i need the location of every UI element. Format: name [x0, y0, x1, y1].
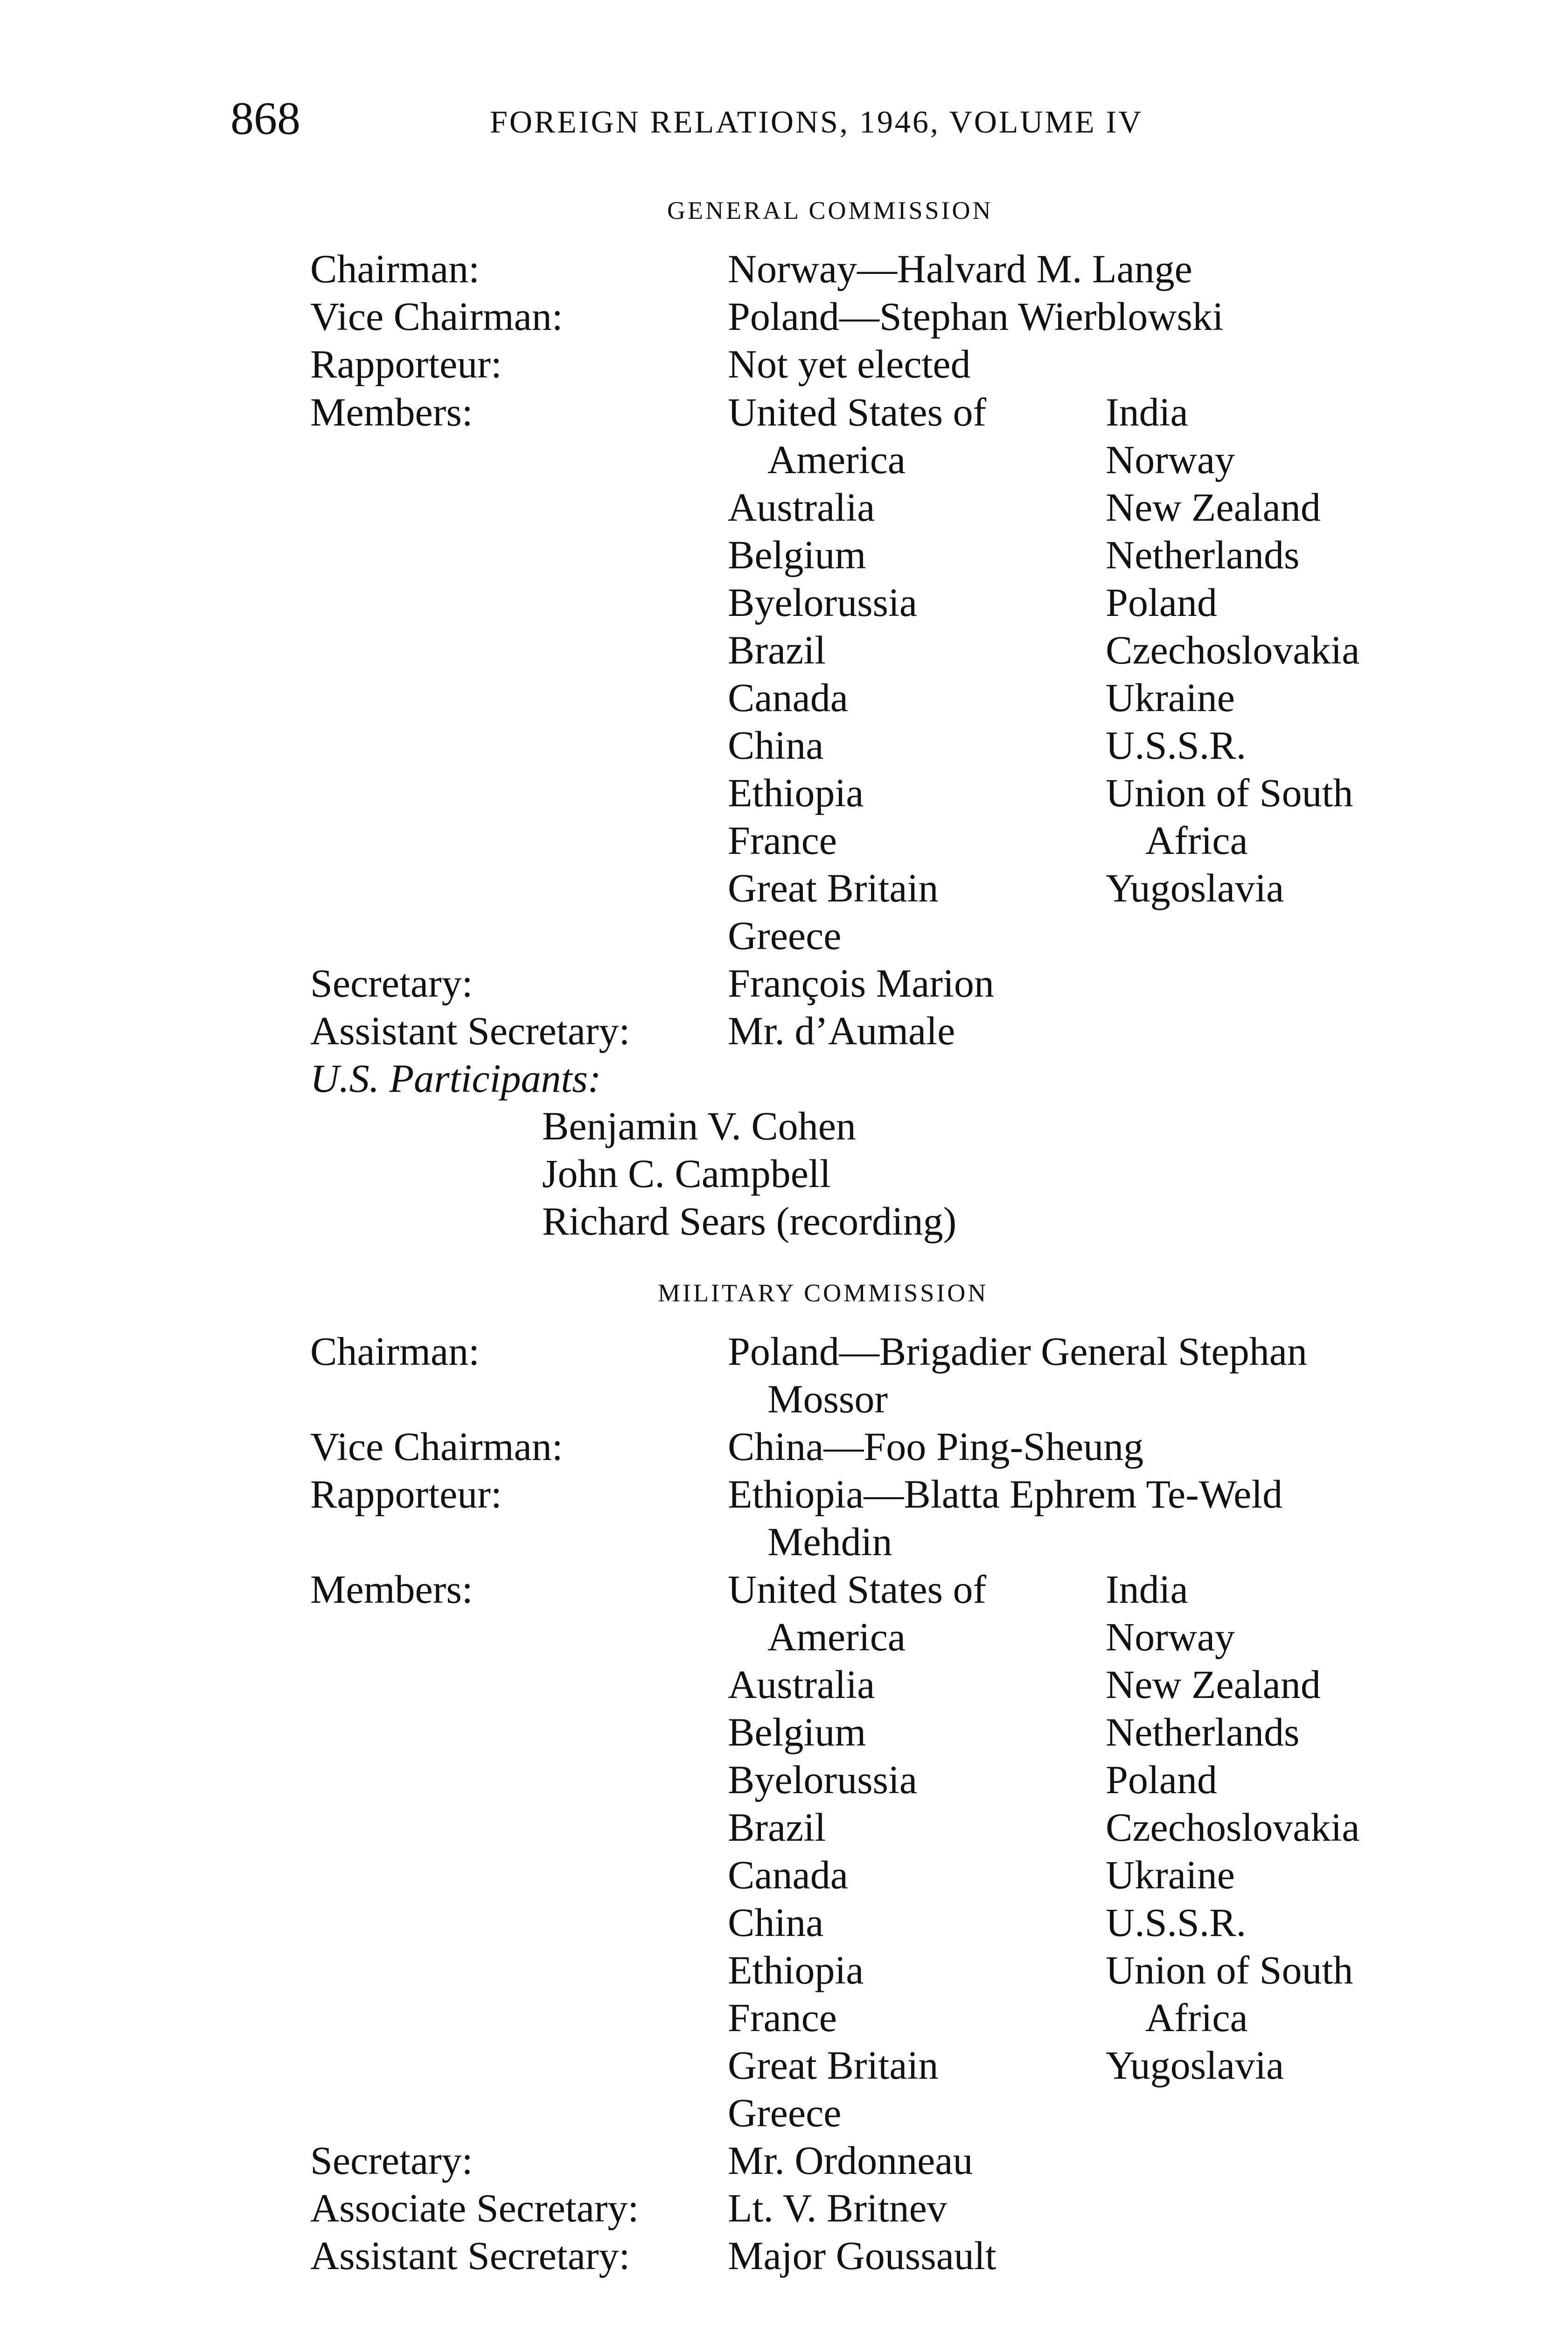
- mc-member: Brazil: [728, 1805, 826, 1850]
- gc-rapporteur-label: Rapporteur:: [310, 342, 502, 386]
- gc-member: Ethiopia: [728, 770, 864, 815]
- mc-member: Union of South: [1106, 1948, 1353, 1992]
- gc-us-participant-name: Richard Sears (recording): [542, 1199, 957, 1243]
- gc-rapporteur-value: Not yet elected: [728, 342, 971, 386]
- gc-member: Africa: [1145, 818, 1248, 863]
- mc-chairman-value-cont: Mossor: [767, 1376, 888, 1421]
- gc-member: United States of: [728, 390, 987, 434]
- mc-assistant-secretary-label: Assistant Secretary:: [310, 2233, 630, 2278]
- gc-member: Australia: [728, 485, 875, 530]
- gc-us-participants-label: U.S. Participants:: [310, 1056, 601, 1101]
- gc-member: Belgium: [728, 532, 866, 577]
- mc-member: Yugoslavia: [1106, 2043, 1284, 2088]
- mc-member: New Zealand: [1106, 1662, 1321, 1707]
- gc-member: China: [728, 723, 824, 768]
- gc-vice-chairman-label: Vice Chairman:: [310, 294, 563, 339]
- gc-member: Brazil: [728, 628, 826, 672]
- mc-vice-chairman-label: Vice Chairman:: [310, 1424, 563, 1469]
- page-number: 868: [230, 92, 300, 144]
- mc-member: Ethiopia: [728, 1948, 864, 1992]
- gc-member: Netherlands: [1106, 532, 1300, 577]
- mc-vice-chairman-value: China—Foo Ping-Sheung: [728, 1424, 1144, 1469]
- mc-associate-secretary-label: Associate Secretary:: [310, 2186, 639, 2230]
- gc-assistant-secretary-label: Assistant Secretary:: [310, 1008, 630, 1053]
- gc-member: U.S.S.R.: [1106, 723, 1247, 768]
- gc-member: Union of South: [1106, 770, 1353, 815]
- mc-member: Australia: [728, 1662, 875, 1707]
- mc-member: America: [767, 1614, 906, 1659]
- mc-secretary-label: Secretary:: [310, 2138, 473, 2183]
- mc-member: Great Britain: [728, 2043, 939, 2088]
- gc-member: New Zealand: [1106, 485, 1321, 530]
- gc-secretary-value: François Marion: [728, 961, 994, 1006]
- mc-member: Poland: [1106, 1757, 1217, 1802]
- gc-member: India: [1106, 390, 1188, 434]
- military-commission-heading: MILITARY COMMISSION: [658, 1279, 989, 1307]
- mc-member: Czechoslovakia: [1106, 1805, 1360, 1850]
- mc-member: Ukraine: [1106, 1852, 1235, 1897]
- gc-chairman-label: Chairman:: [310, 246, 480, 291]
- mc-member: Byelorussia: [728, 1757, 918, 1802]
- gc-assistant-secretary-value: Mr. d’Aumale: [728, 1008, 955, 1053]
- mc-member: Belgium: [728, 1710, 866, 1754]
- gc-member: America: [767, 437, 906, 482]
- gc-chairman-value: Norway—Halvard M. Lange: [728, 246, 1192, 291]
- mc-chairman-value: Poland—Brigadier General Stephan: [728, 1329, 1307, 1374]
- gc-member: Czechoslovakia: [1106, 628, 1360, 672]
- gc-members-label: Members:: [310, 390, 473, 434]
- gc-member: Greece: [728, 913, 842, 958]
- mc-member: Africa: [1145, 1995, 1248, 2040]
- gc-member: Great Britain: [728, 866, 939, 910]
- mc-member: U.S.S.R.: [1106, 1900, 1247, 1945]
- gc-vice-chairman-value: Poland—Stephan Wierblowski: [728, 294, 1224, 339]
- gc-member: Ukraine: [1106, 675, 1235, 720]
- general-commission-heading: GENERAL COMMISSION: [667, 196, 993, 224]
- mc-members-label: Members:: [310, 1567, 473, 1612]
- gc-member: France: [728, 818, 837, 863]
- gc-member: Byelorussia: [728, 580, 918, 625]
- mc-associate-secretary-value: Lt. V. Britnev: [728, 2186, 947, 2230]
- mc-rapporteur-value-cont: Mehdin: [767, 1519, 892, 1564]
- gc-member: Poland: [1106, 580, 1217, 625]
- mc-member: Norway: [1106, 1614, 1235, 1659]
- mc-member: Greece: [728, 2090, 842, 2135]
- gc-member: Yugoslavia: [1106, 866, 1284, 910]
- mc-member: United States of: [728, 1567, 987, 1612]
- mc-member: Canada: [728, 1852, 848, 1897]
- gc-secretary-label: Secretary:: [310, 961, 473, 1006]
- mc-secretary-value: Mr. Ordonneau: [728, 2138, 973, 2183]
- gc-member: Canada: [728, 675, 848, 720]
- gc-member: Norway: [1106, 437, 1235, 482]
- mc-rapporteur-label: Rapporteur:: [310, 1472, 502, 1516]
- mc-member: China: [728, 1900, 824, 1945]
- running-head: FOREIGN RELATIONS, 1946, VOLUME IV: [490, 104, 1143, 140]
- mc-chairman-label: Chairman:: [310, 1329, 480, 1374]
- gc-us-participant-name: Benjamin V. Cohen: [542, 1104, 856, 1148]
- mc-member: India: [1106, 1567, 1188, 1612]
- mc-assistant-secretary-value: Major Goussault: [728, 2233, 997, 2278]
- mc-rapporteur-value: Ethiopia—Blatta Ephrem Te-Weld: [728, 1472, 1283, 1516]
- gc-us-participant-name: John C. Campbell: [542, 1151, 831, 1196]
- mc-member: Netherlands: [1106, 1710, 1300, 1754]
- mc-member: France: [728, 1995, 837, 2040]
